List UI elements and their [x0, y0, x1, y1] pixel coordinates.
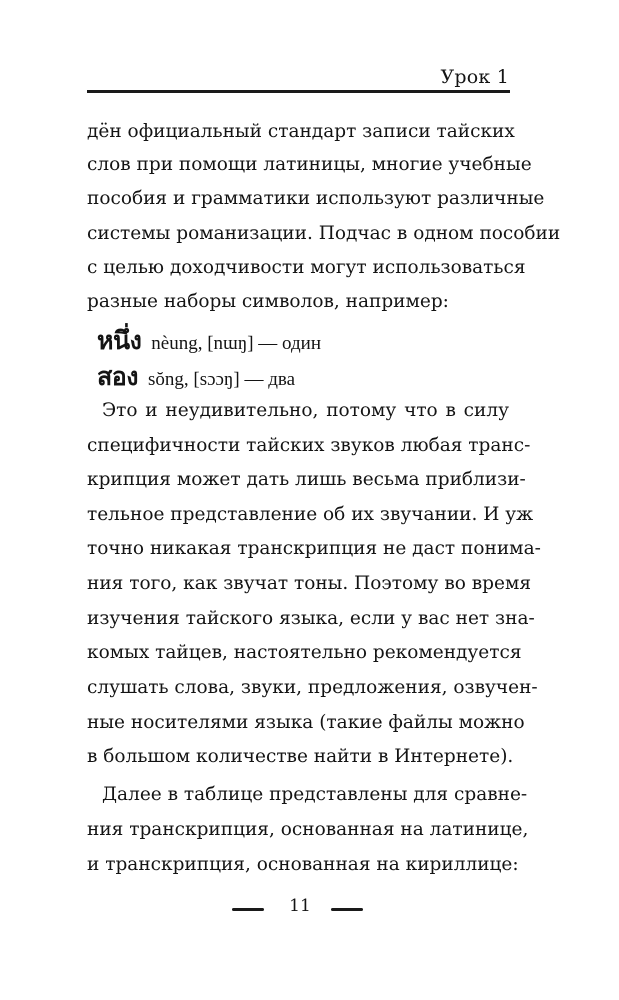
- text-line: с целью доходчивости могут использоваться: [87, 257, 526, 278]
- text-line: ния того, как звучат тоны. Поэтому во время: [87, 573, 532, 594]
- text-line: Это и неудивительно, потому что в силу: [102, 400, 509, 421]
- text-line: слов при помощи латиницы, многие учебные: [87, 154, 532, 175]
- text-line: слушать слова, звуки, предложения, озвучен-: [87, 677, 538, 698]
- text-line: изучения тайского языка, если у вас нет зна-: [87, 608, 535, 629]
- footer-ornament-right: [331, 908, 363, 911]
- thai-word: สอง: [97, 362, 138, 391]
- text-line: системы романизации. Подчас в одном пособии: [87, 223, 561, 244]
- text-line: Далее в таблице представлены для сравне-: [102, 784, 528, 805]
- chapter-title: Урок 1: [440, 66, 509, 88]
- text-line: точно никакая транскрипция не даст понима-: [87, 538, 541, 559]
- header-rule: [87, 90, 510, 93]
- thai-word: หนึ่ง: [97, 326, 142, 355]
- text-line: в большом количестве найти в Интернете).: [87, 746, 514, 767]
- page-number: 11: [289, 896, 311, 916]
- example-item: [97, 357, 295, 391]
- text-line: специфичности тайских звуков любая транс-: [87, 435, 531, 456]
- text-line: пособия и грамматики используют различные: [87, 188, 545, 209]
- text-line: комых тайцев, настоятельно рекомендуется: [87, 642, 522, 663]
- transliteration: nèung, [nɯŋ] — один: [151, 333, 322, 354]
- transliteration: sŏng, [sɔɔŋ] — два: [147, 369, 296, 390]
- text-line: ния транскрипция, основанная на латинице,: [87, 819, 529, 840]
- text-line: ные носителями языка (такие файлы можно: [87, 712, 525, 733]
- text-line: и транскрипция, основанная на кириллице:: [87, 854, 519, 875]
- text-line: тельное представление об их звучании. И уж: [87, 504, 534, 525]
- text-line: разные наборы символов, например:: [87, 291, 449, 312]
- page-footer: [0, 896, 619, 920]
- example-item: [97, 321, 321, 355]
- text-line: дён официальный стандарт записи тайских: [87, 121, 515, 142]
- text-line: крипция может дать лишь весьма приблизи-: [87, 469, 526, 490]
- footer-ornament-left: [232, 908, 264, 911]
